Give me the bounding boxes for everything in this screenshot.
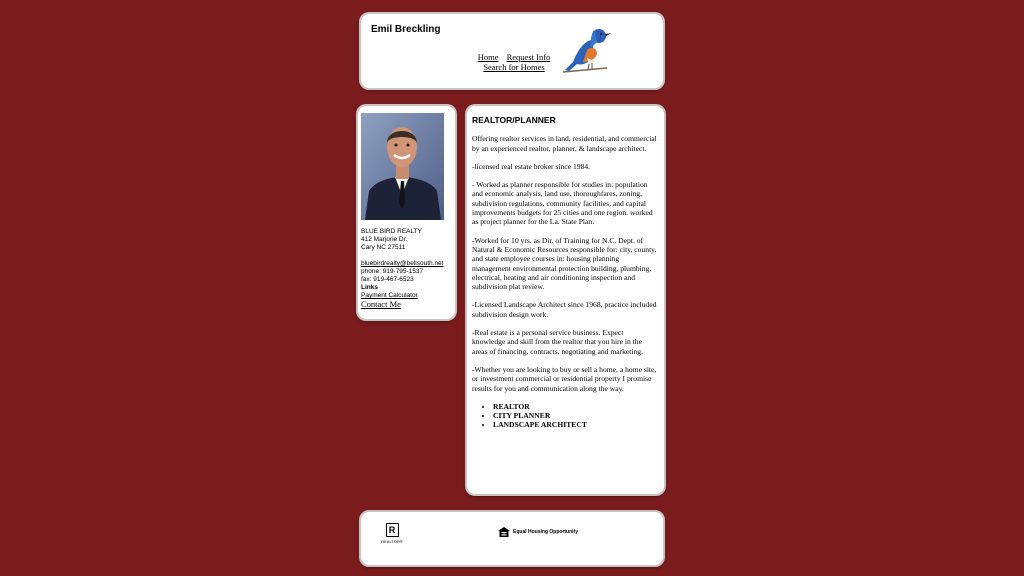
list-item: • CITY PLANNER [493,411,658,420]
house-icon [498,527,510,537]
equal-housing-logo [498,527,578,537]
phone-number: phone: 919-795-1537 [361,268,424,275]
contact-sidebar [358,106,455,319]
list-item: • LANDSCAPE ARCHITECT [493,420,658,429]
paragraph: - Worked as planner responsible for studies in: population and economic analysis, land use, thoroughfares, zoning, subdivision regulations, community facilities, and capital improvements budgets for 25 cities and one region. worked as project planner for the La. State Plan. [472,180,653,227]
nav-request-info-link[interactable]: Request Info [506,52,551,62]
list-item: • REALTOR [493,402,658,411]
agent-photo [361,113,444,220]
page-title: REALTOR/PLANNER [472,115,556,125]
nav-search-homes-link[interactable]: Search for Homes [483,62,545,72]
services-list [472,402,658,430]
fax-number: fax: 919-467-6523 [361,276,414,283]
paragraph: -Real estate is a personal service business. Expect knowledge and skill from the realtor that you hire in the areas of financing, contracts, negotiating and marketing. [472,328,644,356]
paragraph: Offering realtor services in land, residential, and commercial by an experienced realtor, planner, & landscape architect. [472,134,657,153]
payment-calculator-link[interactable]: Payment Calculator [361,292,418,299]
address-city: Cary NC 27511 [361,244,406,251]
address-street: 412 Marjorie Dr. [361,236,408,243]
bluebird-logo-icon [561,22,613,78]
paragraph: -Worked for 10 yrs. as Dir. of Training for N.C. Dept. of Natural & Economic Resources responsible for: city, county, and state employee courses in: housing planning management environmental protection building, plumbing, electrical, heating and air conditioning inspection and subdivision plat review. [472,235,657,292]
realtor-r-icon: R [386,523,399,537]
footer-panel [361,512,663,565]
site-title: Emil Breckling [371,24,441,35]
equal-housing-label: Equal Housing Opportunity [513,529,578,535]
realtor-logo [379,523,405,544]
main-content [467,106,664,494]
company-name: BLUE BIRD REALTY [361,228,422,235]
contact-me-link[interactable]: Contact Me [361,299,401,309]
email-link[interactable]: bluebirdrealty@bellsouth.net [361,260,444,267]
paragraph: -licensed real estate broker since 1984. [472,161,591,171]
realtor-label: REALTOR® [381,539,403,544]
nav-home-link[interactable]: Home [477,52,499,62]
header-panel [361,14,663,88]
contact-info [361,228,453,310]
links-heading: Links [361,284,378,291]
paragraph: -Licensed Landscape Architect since 1968, practice included subdivision design work. [472,300,657,319]
paragraph: -Whether you are looking to buy or sell a home, a home site, or investment commercial or residential property I promise results for you and communication along the way. [472,364,657,393]
